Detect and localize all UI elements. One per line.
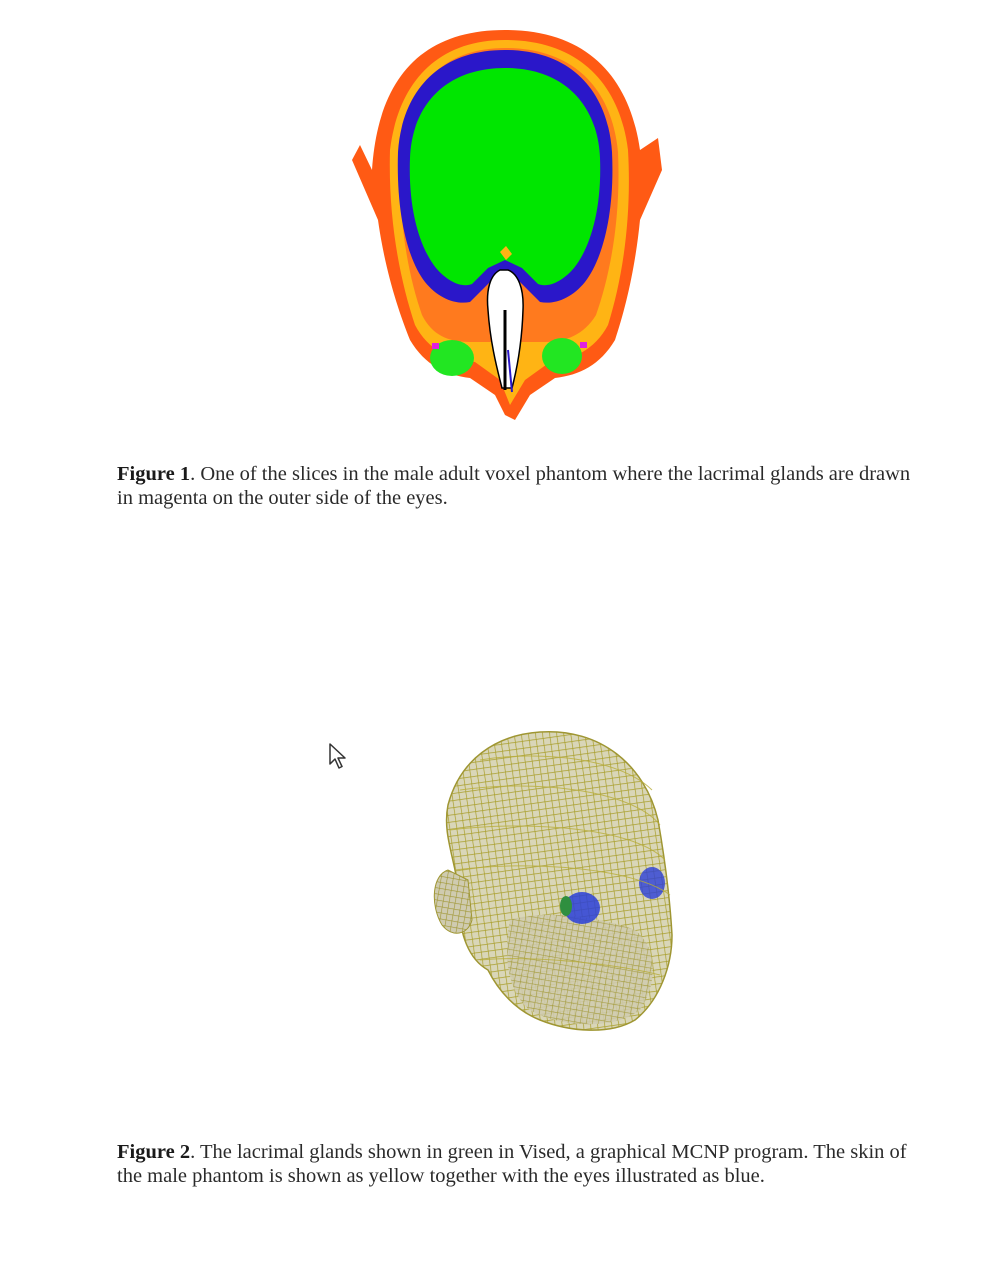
figure-2-label: Figure 2 bbox=[117, 1141, 191, 1163]
ear-mesh bbox=[434, 870, 472, 933]
left-lacrimal-gland bbox=[432, 343, 439, 349]
mesh-right-eye bbox=[639, 867, 665, 899]
right-lacrimal-gland bbox=[580, 342, 587, 348]
mesh-lacrimal-gland bbox=[560, 896, 572, 916]
figure-2-caption bbox=[117, 1140, 927, 1188]
figure-1-caption-text: . One of the slices in the male adult voxel phantom where the lacrimal glands are drawn in magenta on the outer side of the eyes. bbox=[117, 463, 911, 509]
figure-2-caption-text: . The lacrimal glands shown in green in Vised, a graphical MCNP program. The skin of the male phantom is shown as yellow together with the eyes illustrated as blue. bbox=[117, 1141, 907, 1187]
right-eye bbox=[542, 338, 582, 374]
mouse-pointer-icon bbox=[328, 742, 350, 770]
figure-1-label: Figure 1 bbox=[117, 463, 191, 485]
phantom-head-mesh-image bbox=[420, 720, 690, 1050]
voxel-phantom-slice-image bbox=[340, 20, 670, 430]
figure-1-caption bbox=[117, 462, 927, 510]
